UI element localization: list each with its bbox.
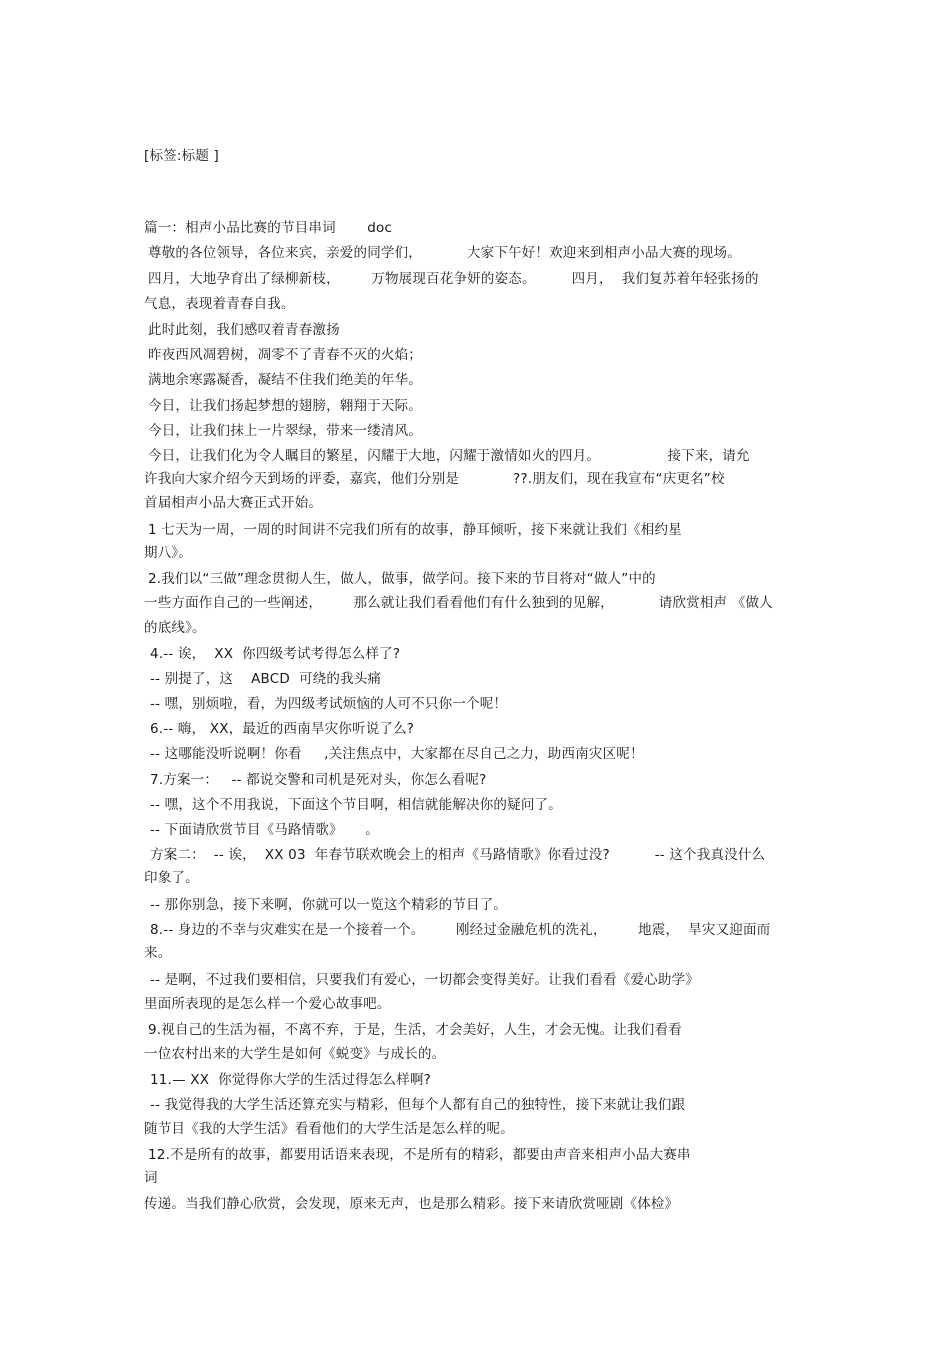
paragraph-april-line1: 四月，大地孕育出了绿柳新枝， 万物展现百花争妍的姿态。 四月， 我们复苏着年轻张扬的 [148, 271, 759, 287]
program-item-11-dialog-cont: 随节目《我的大学生活》看看他们的大学生活是怎么样的呢。 [144, 1121, 514, 1137]
program-item-8: 8.-- 身边的不幸与灾难实在是一个接着一个。 刚经过金融危机的洗礼， 地震， 旱灾又迎面而 [150, 922, 771, 938]
paragraph-line: 首届相声小品大赛正式开始。 [144, 495, 323, 511]
document-tag: [标签:标题 ] [144, 148, 219, 164]
program-item-12-cont: 传递。当我们静心欣赏，会发现，原来无声，也是那么精彩。接下来请欣赏哑剧《体检》 [144, 1196, 679, 1212]
program-item-6-dialog: -- 这哪能没听说啊！你看 ,关注焦点中，大家都在尽自己之力，助西南灾区呢！ [150, 746, 644, 762]
program-item-4-dialog: -- 别提了，这 ABCD 可绕的我头痛 [150, 671, 382, 687]
program-item-7-option2-dialog: -- 那你别急，接下来啊，你就可以一览这个精彩的节目了。 [150, 897, 508, 913]
document-heading: 篇一：相声小品比赛的节目串词 doc [144, 220, 393, 236]
program-item-4-dialog: -- 嘿，别烦啦，看，为四级考试烦恼的人可不只你一个呢！ [150, 696, 508, 712]
paragraph-line: 昨夜西风凋碧树，凋零不了青春不灭的火焰； [148, 347, 422, 363]
program-item-1-cont: 期八》。 [144, 545, 193, 561]
paragraph-april-line2: 气息，表现着青春自我。 [144, 296, 295, 312]
program-item-2-cont: 一些方面作自己的一些阐述， 那么就让我们看看他们有什么独到的见解， 请欣赏相声 《做人 [144, 595, 773, 611]
paragraph-line: 今日，让我们扬起梦想的翅膀，翱翔于天际。 [148, 398, 422, 414]
program-item-9-cont: 一位农村出来的大学生是如何《蜕变》与成长的。 [144, 1046, 446, 1062]
paragraph-line: 满地余寒露凝香，凝结不住我们绝美的年华。 [148, 372, 422, 388]
program-item-7-dialog: -- 嘿，这个不用我说，下面这个节目啊，相信就能解决你的疑问了。 [150, 797, 562, 813]
program-item-7-option2-cont: 印象了。 [144, 870, 199, 886]
program-item-11-dialog: -- 我觉得我的大学生活还算充实与精彩，但每个人都有自己的独特性，接下来就让我们跟 [150, 1097, 686, 1113]
program-item-1: 1 七天为一周，一周的时间讲不完我们所有的故事，静耳倾听，接下来就让我们《相约星 [148, 522, 682, 538]
program-item-8-dialog-cont: 里面所表现的是怎么样一个爱心故事吧。 [144, 996, 391, 1012]
paragraph-line: 今日，让我们抹上一片翠绿，带来一缕清风。 [148, 423, 422, 439]
program-item-6: 6.-- 嗨， XX，最近的西南旱灾你听说了么? [150, 721, 415, 737]
program-item-12-cont: 词 [144, 1170, 158, 1186]
program-item-9: 9.视自己的生活为福，不离不弃，于是，生活，才会美好，人生，才会无愧。让我们看看 [148, 1022, 682, 1038]
program-item-7: 7.方案一： -- 都说交警和司机是死对头，你怎么看呢? [150, 772, 487, 788]
paragraph-line: 此时此刻，我们感叹着青春激扬 [148, 322, 340, 338]
program-item-2: 2.我们以“三做”理念贯彻人生，做人，做事，做学问。接下来的节目将对“做人”中的 [148, 571, 656, 587]
program-item-7-option2: 方案二： -- 诶， XX 03 年春节联欢晚会上的相声《马路情歌》你看过没? -- 这个我真没什么 [150, 847, 766, 863]
program-item-7-dialog: -- 下面请欣赏节目《马路情歌》 。 [150, 822, 379, 838]
program-item-11: 11.— XX 你觉得你大学的生活过得怎么样啊? [150, 1072, 432, 1088]
paragraph-greeting: 尊敬的各位领导，各位来宾，亲爱的同学们， 大家下午好！欢迎来到相声小品大赛的现场。 [148, 245, 741, 261]
program-item-8-cont: 来。 [144, 945, 172, 961]
program-item-2-cont: 的底线》。 [144, 620, 206, 636]
program-item-4: 4.-- 诶， XX 你四级考试考得怎么样了? [150, 646, 401, 662]
program-item-8-dialog: -- 是啊，不过我们要相信，只要我们有爱心，一切都会变得美好。让我们看看《爱心助学》 [150, 972, 699, 988]
paragraph-line: 许我向大家介绍今天到场的评委，嘉宾，他们分别是 ??.朋友们，现在我宣布“庆更名”校 [144, 471, 725, 487]
program-item-12: 12.不是所有的故事，都要用话语来表现，不是所有的精彩，都要由声音来相声小品大赛串 [148, 1147, 691, 1163]
paragraph-line: 今日，让我们化为令人瞩目的繁星，闪耀于大地，闪耀于激情如火的四月。 接下来，请允 [148, 448, 750, 464]
